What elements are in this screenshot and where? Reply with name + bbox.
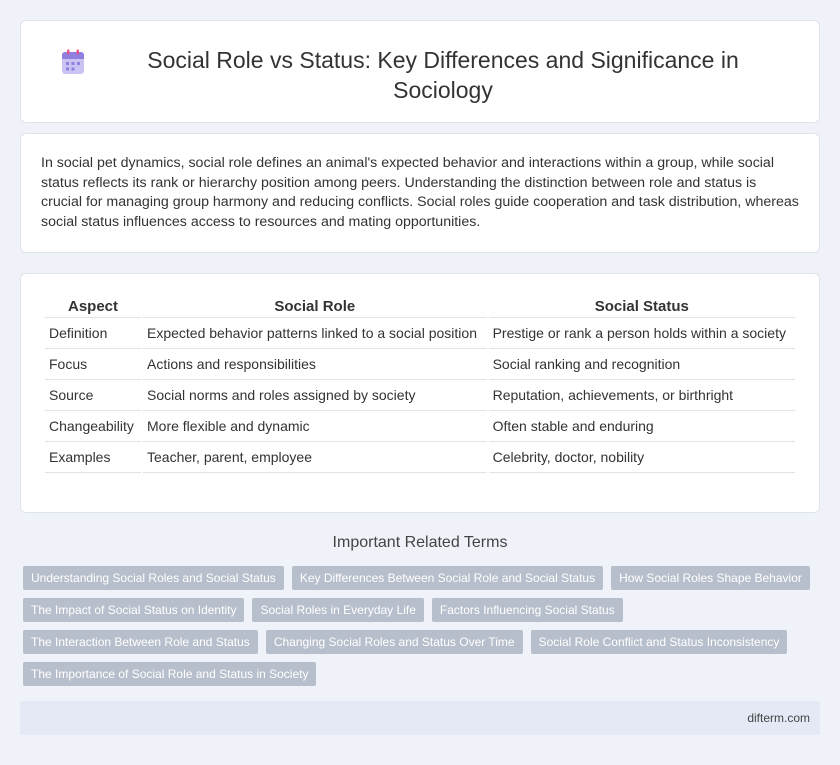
table-row <box>45 349 795 380</box>
table-row <box>45 318 795 349</box>
table-cell-aspect: Definition <box>45 318 141 349</box>
column-header-social-status: Social Status <box>489 294 795 318</box>
table-cell-role: Expected behavior patterns linked to a social position <box>143 318 487 349</box>
header-card <box>20 20 820 123</box>
table-row <box>45 442 795 473</box>
table-cell-aspect: Examples <box>45 442 141 473</box>
related-term-link[interactable]: Factors Influencing Social Status <box>432 598 623 622</box>
intro-paragraph: In social pet dynamics, social role defines an animal's expected behavior and interactions within a group, while social status reflects its rank or hierarchy position among peers. Understanding the distinction between role and status is crucial for managing group harmony and reducing conflicts. Social roles guide cooperation and task distribution, whereas social status influences access to resources and mating opportunities. <box>41 155 799 230</box>
related-terms-title: Important Related Terms <box>332 534 508 551</box>
table-cell-role: Social norms and roles assigned by society <box>143 380 487 411</box>
table-cell-role: Teacher, parent, employee <box>143 442 487 473</box>
related-terms-list <box>23 566 823 686</box>
column-header-social-role: Social Role <box>143 294 487 318</box>
table-row <box>45 411 795 442</box>
related-term-link[interactable]: Social Roles in Everyday Life <box>252 598 423 622</box>
footer <box>20 701 820 735</box>
related-term-link[interactable]: The Impact of Social Status on Identity <box>23 598 244 622</box>
intro-card <box>20 133 820 253</box>
related-term-link[interactable]: Changing Social Roles and Status Over Time <box>266 630 523 654</box>
table-cell-status: Celebrity, doctor, nobility <box>489 442 795 473</box>
table-row <box>45 380 795 411</box>
comparison-table-card <box>20 273 820 513</box>
page-title: Social Role vs Status: Key Differences and Significance in Sociology <box>147 47 739 103</box>
related-term-link[interactable]: Social Role Conflict and Status Inconsistency <box>531 630 788 654</box>
table-cell-status: Social ranking and recognition <box>489 349 795 380</box>
related-term-link[interactable]: Understanding Social Roles and Social Status <box>23 566 284 590</box>
table-cell-status: Often stable and enduring <box>489 411 795 442</box>
table-cell-aspect: Source <box>45 380 141 411</box>
column-header-aspect: Aspect <box>45 294 141 318</box>
table-cell-role: Actions and responsibilities <box>143 349 487 380</box>
table-cell-status: Reputation, achievements, or birthright <box>489 380 795 411</box>
related-term-link[interactable]: The Interaction Between Role and Status <box>23 630 258 654</box>
footer-site-link[interactable]: difterm.com <box>747 711 810 725</box>
table-header-row <box>45 294 795 318</box>
related-term-link[interactable]: The Importance of Social Role and Status in Society <box>23 662 316 686</box>
table-cell-status: Prestige or rank a person holds within a society <box>489 318 795 349</box>
table-cell-aspect: Changeability <box>45 411 141 442</box>
table-cell-role: More flexible and dynamic <box>143 411 487 442</box>
comparison-table <box>43 294 797 473</box>
calendar-icon <box>61 49 85 75</box>
related-term-link[interactable]: How Social Roles Shape Behavior <box>611 566 810 590</box>
table-cell-aspect: Focus <box>45 349 141 380</box>
related-term-link[interactable]: Key Differences Between Social Role and Social Status <box>292 566 603 590</box>
